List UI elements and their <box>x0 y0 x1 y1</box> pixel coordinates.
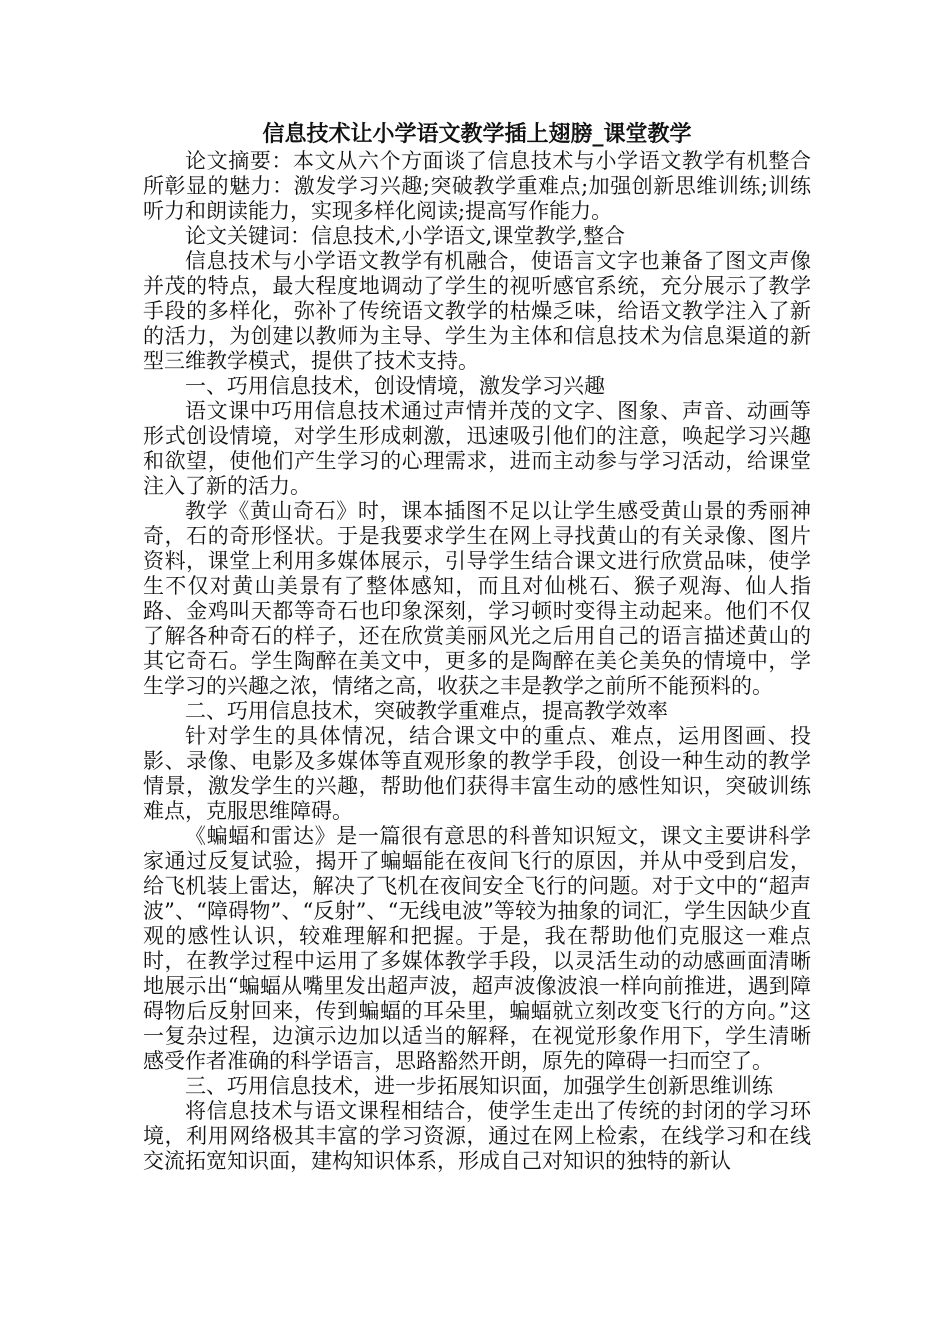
document-page <box>143 120 811 1174</box>
body-paragraph: 《蝙蝠和雷达》是一篇很有意思的科普知识短文，课文主要讲科学家通过反复试验，揭开了蝙蝠能在夜间飞行的原因，并从中受到启发，给飞机装上雷达，解决了飞机在夜间安全飞行的问题。对于文中的“超声波”、“障碍物”、“反射”、“无线电波”等较为抽象的词汇，学生因缺少直观的感性认识，较难理解和把握。于是，我在帮助他们克服这一难点时，在教学过程中运用了多媒体教学手段，以灵活生动的动感画面清晰地展示出“蝙蝠从嘴里发出超声波，超声波像波浪一样向前推进，遇到障碍物后反射回来，传到蝙蝠的耳朵里，蝙蝠就立刻改变飞行的方向。”这一复杂过程，边演示边加以适当的解释，在视觉形象作用下，学生清晰感受作者准确的科学语言，思路豁然开朗，原先的障碍一扫而空了。 <box>143 824 811 1073</box>
section-heading-1: 一、巧用信息技术，创设情境，激发学习兴趣 <box>185 374 605 398</box>
document-title: 信息技术让小学语文教学插上翅膀_课堂教学 <box>262 121 692 147</box>
body-paragraph: 语文课中巧用信息技术通过声情并茂的文字、图象、声音、动画等形式创设情境，对学生形成刺激，迅速吸引他们的注意，唤起学习兴趣和欲望，使他们产生学习的心理需求，进而主动参与学习活动，给课堂注入了新的活力。 <box>143 399 811 498</box>
body-paragraph: 将信息技术与语文课程相结合，使学生走出了传统的封闭的学习环境，利用网络极其丰富的学习资源，通过在网上检索，在线学习和在线交流拓宽知识面，建构知识体系，形成自己对知识的独特的新认 <box>143 1099 811 1173</box>
body-paragraph: 教学《黄山奇石》时，课本插图不足以让学生感受黄山景的秀丽神奇，石的奇形怪状。于是我要求学生在网上寻找黄山的有关录像、图片资料，课堂上利用多媒体展示，引导学生结合课文进行欣赏品味，使学生不仅对黄山美景有了整体感知，而且对仙桃石、猴子观海、仙人指路、金鸡叫天都等奇石也印象深刻，学习顿时变得主动起来。他们不仅了解各种奇石的样子，还在欣赏美丽风光之后用自己的语言描述黄山的其它奇石。学生陶醉在美文中，更多的是陶醉在美仑美奂的情境中，学生学习的兴趣之浓，情绪之高，收获之丰是教学之前所不能预料的。 <box>143 499 811 698</box>
abstract-paragraph: 论文摘要：本文从六个方面谈了信息技术与小学语文教学有机整合所彰显的魅力：激发学习兴趣;突破教学重难点;加强创新思维训练;训练听力和朗读能力，实现多样化阅读;提高写作能力。 <box>143 149 811 223</box>
keywords-paragraph: 论文关键词：信息技术,小学语文,课堂教学,整合 <box>185 224 626 248</box>
section-heading-2: 二、巧用信息技术，突破教学重难点，提高教学效率 <box>185 699 668 723</box>
section-heading-3: 三、巧用信息技术，进一步拓展知识面，加强学生创新思维训练 <box>185 1074 773 1098</box>
intro-paragraph: 信息技术与小学语文教学有机融合，使语言文字也兼备了图文声像并茂的特点，最大程度地调动了学生的视听感官系统，充分展示了教学手段的多样化，弥补了传统语文教学的枯燥乏味，给语文教学注入了新的活力，为创建以教师为主导、学生为主体和信息技术为信息渠道的新型三维教学模式，提供了技术支持。 <box>143 249 811 373</box>
body-paragraph: 针对学生的具体情况，结合课文中的重点、难点，运用图画、投影、录像、电影及多媒体等直观形象的教学手段，创设一种生动的教学情景，激发学生的兴趣，帮助他们获得丰富生动的感性知识，突破训练难点，克服思维障碍。 <box>143 724 811 823</box>
